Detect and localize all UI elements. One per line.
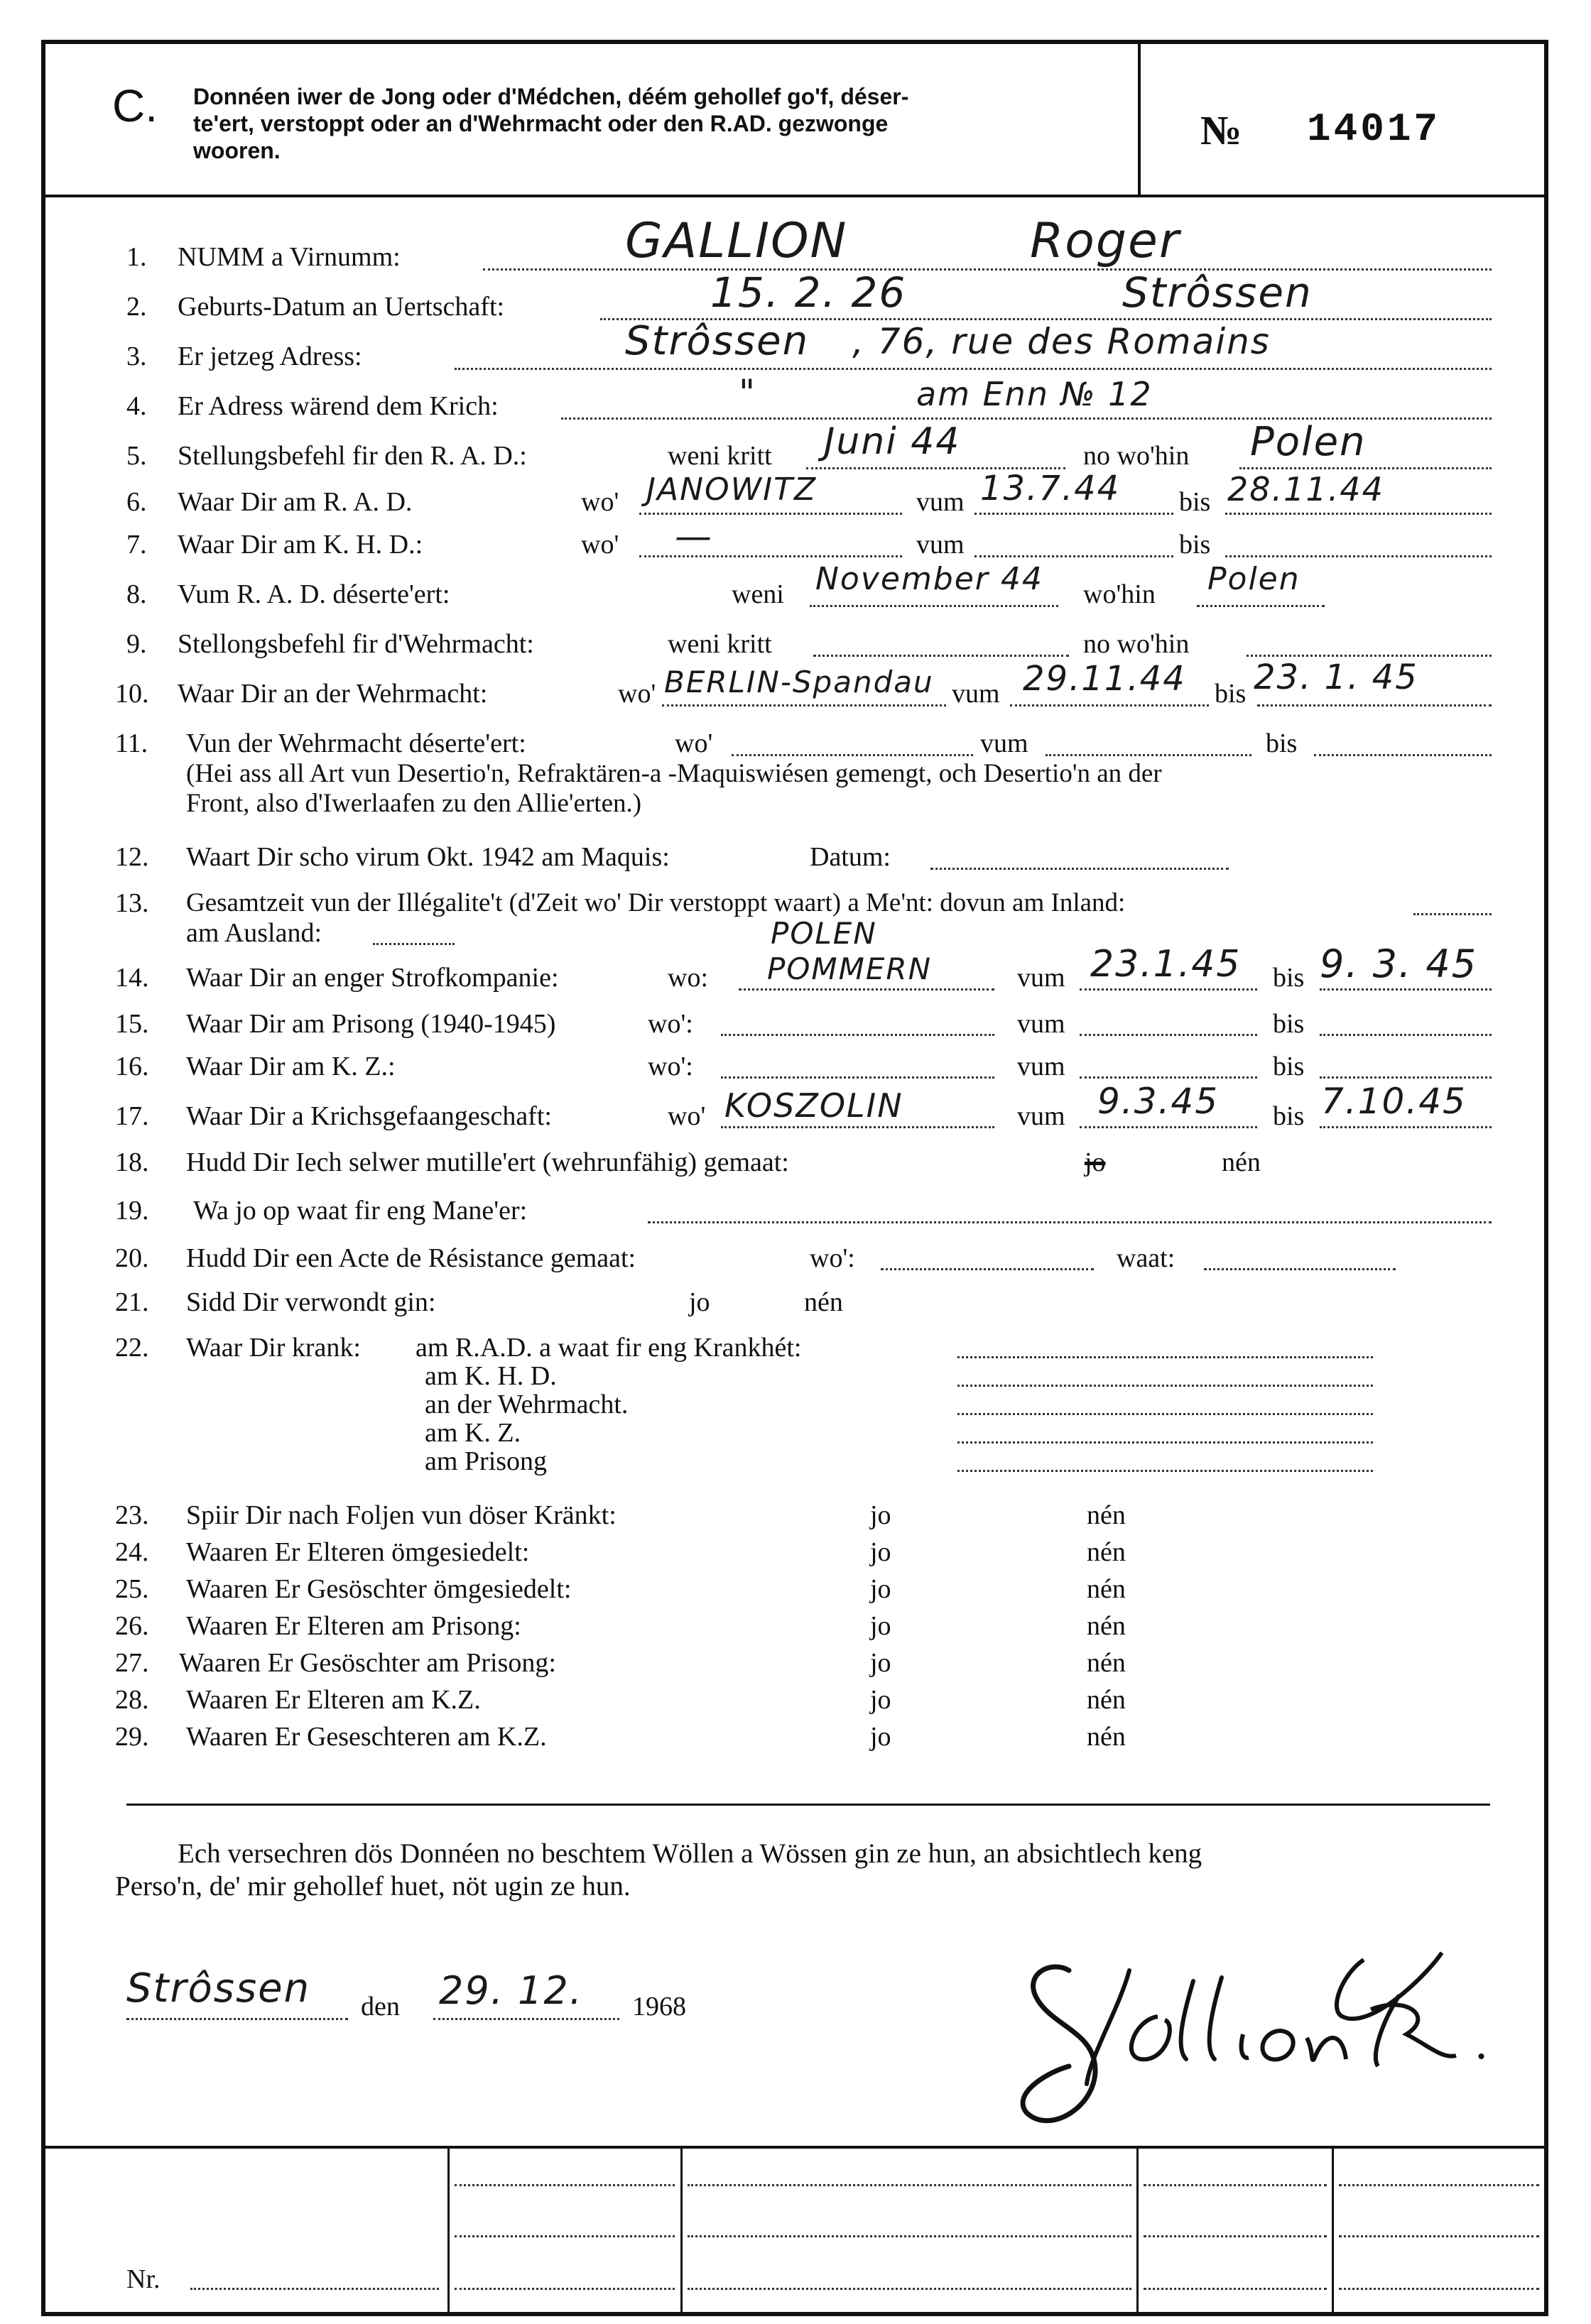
row22-sub-khd: am K. H. D. <box>425 1361 557 1391</box>
row13-label: Gesamtzeit vun der Illégalite't (d'Zeit wo' Dir verstoppt waart) a Me'nt: dovun am Inland: <box>186 888 1126 917</box>
row4-number: 4. <box>126 391 147 421</box>
row7-label: Waar Dir am K. H. D.: <box>178 530 423 560</box>
row25-nen: nén <box>1087 1574 1126 1604</box>
row3-label: Er jetzeg Adress: <box>178 342 362 371</box>
row14-wo: wo: <box>668 963 708 993</box>
row20-line-what <box>1204 1268 1396 1270</box>
row6-label: Waar Dir am R. A. D. <box>178 487 413 517</box>
row10-from: 29.11.44 <box>1023 659 1186 699</box>
row11-bis: bis <box>1266 729 1298 758</box>
row14-label: Waar Dir an enger Strofkompanie: <box>186 963 559 993</box>
header-title-line3: wooren. <box>193 138 281 163</box>
row17-from: 9.3.45 <box>1097 1081 1220 1122</box>
number-label: № <box>1200 107 1242 153</box>
row7-number: 7. <box>126 530 147 560</box>
row14-vum: vum <box>1017 963 1065 993</box>
row17-to: 7.10.45 <box>1321 1081 1467 1122</box>
header-divider <box>1138 43 1141 196</box>
row9-nowohin: no wo'hin <box>1083 629 1190 659</box>
row11-wo: wo' <box>675 729 713 758</box>
row2-number: 2. <box>126 292 147 322</box>
row26-number: 26. <box>115 1611 149 1641</box>
footer-c5-line3 <box>1339 2288 1539 2290</box>
row3-line <box>455 368 1492 370</box>
row1-firstname: Roger <box>1030 213 1180 269</box>
footer-col2 <box>680 2147 683 2315</box>
row29-label: Waaren Er Geseschteren am K.Z. <box>186 1722 547 1752</box>
row14-where: POMMERN <box>767 951 932 986</box>
row20-line-where <box>881 1268 1094 1270</box>
row21-label: Sidd Dir verwondt gin: <box>186 1287 436 1317</box>
row27-nen: nén <box>1087 1648 1126 1678</box>
row1-surname: GALLION <box>625 213 848 269</box>
footer-c5-line2 <box>1339 2235 1539 2237</box>
row29-nen: nén <box>1087 1722 1126 1752</box>
row18-nen: nén <box>1222 1147 1261 1177</box>
row9-weni: weni kritt <box>668 629 772 659</box>
footer-c2-line1 <box>455 2184 675 2186</box>
row5-label: Stellungsbefehl fir den R. A. D.: <box>178 441 527 471</box>
footer-c5-line1 <box>1339 2184 1539 2186</box>
row20-wo: wo': <box>810 1243 855 1273</box>
row13-line-abroad <box>373 943 455 945</box>
form-number: 14017 <box>1307 107 1441 152</box>
row15-line-where <box>721 1034 994 1036</box>
row21-jo: jo <box>689 1287 710 1317</box>
row5-line-where <box>1239 467 1492 469</box>
row9-label: Stellongsbefehl fir d'Wehrmacht: <box>178 629 534 659</box>
row19-line <box>648 1221 1492 1223</box>
row25-label: Waaren Er Gesöschter ömgesiedelt: <box>186 1574 572 1604</box>
row25-jo: jo <box>870 1574 891 1604</box>
signature-date: 29. 12. <box>439 1968 583 2013</box>
footer-col4 <box>1332 2147 1334 2315</box>
row5-weni: weni kritt <box>668 441 772 471</box>
row4-label: Er Adress wärend dem Krich: <box>178 391 499 421</box>
row29-number: 29. <box>115 1722 149 1752</box>
row10-bis: bis <box>1215 679 1247 709</box>
row9-line-where <box>1247 655 1492 657</box>
row12-label: Waart Dir scho virum Okt. 1942 am Maquis: <box>186 842 670 872</box>
row22-sub-kz: am K. Z. <box>425 1418 521 1448</box>
row9-line-when <box>813 655 1069 657</box>
row9-number: 9. <box>126 629 147 659</box>
row22-sub-prisong: am Prisong <box>425 1446 548 1476</box>
den-label: den <box>361 1992 400 2022</box>
row24-label: Waaren Er Elteren ömgesiedelt: <box>186 1537 530 1567</box>
row15-line-from <box>1080 1034 1257 1036</box>
declaration-line2: Perso'n, de' mir gehollef huet, nöt ugin ze hun. <box>115 1871 631 1902</box>
header-title-line1: Donnéen iwer de Jong oder d'Médchen, déém gehollef go'f, déser- <box>193 84 909 109</box>
row16-line-to <box>1320 1076 1492 1079</box>
row7-line-to <box>1225 555 1492 557</box>
row10-line-to <box>1257 704 1492 707</box>
row8-line-when <box>810 605 1058 607</box>
row22-line-wehrmacht <box>957 1413 1373 1415</box>
row14-line-from <box>1080 988 1257 991</box>
row20-label: Hudd Dir een Acte de Résistance gemaat: <box>186 1243 636 1273</box>
row26-label: Waaren Er Elteren am Prisong: <box>186 1611 521 1641</box>
row10-where: BERLIN-Spandau <box>664 665 934 699</box>
row17-bis: bis <box>1273 1101 1305 1131</box>
row10-to: 23. 1. 45 <box>1254 658 1418 697</box>
row22-number: 22. <box>115 1333 149 1363</box>
row6-from: 13.7.44 <box>980 469 1121 508</box>
row16-bis: bis <box>1273 1052 1305 1081</box>
row20-number: 20. <box>115 1243 149 1273</box>
row27-number: 27. <box>115 1648 149 1678</box>
row2-label: Geburts-Datum an Uertschaft: <box>178 292 505 322</box>
footer-c4-line2 <box>1144 2235 1327 2237</box>
row3-address-town: Strôssen <box>625 318 810 364</box>
row14-bis: bis <box>1273 963 1305 993</box>
row14-line-where <box>739 988 994 991</box>
row7-vum: vum <box>916 530 965 560</box>
footer-nr-label: Nr. <box>126 2264 161 2294</box>
section-letter: C. <box>112 80 158 131</box>
row14-where-country: POLEN <box>771 916 877 951</box>
row6-bis: bis <box>1179 487 1211 517</box>
row28-label: Waaren Er Elteren am K.Z. <box>186 1685 481 1715</box>
row23-label: Spiir Dir nach Foljen vun döser Kränkt: <box>186 1500 617 1530</box>
row17-label: Waar Dir a Krichsgefaangeschaft: <box>186 1101 552 1131</box>
row27-jo: jo <box>870 1648 891 1678</box>
row2-birthdate: 15. 2. 26 <box>710 268 907 317</box>
row7-where-dash: — <box>675 515 713 558</box>
row15-line-to <box>1320 1034 1492 1036</box>
header-bottom-line <box>45 195 1544 197</box>
row18-label: Hudd Dir Iech selwer mutille'ert (wehrunfähig) gemaat: <box>186 1147 789 1177</box>
row1-label: NUMM a Virnumm: <box>178 242 401 272</box>
row14-from: 23.1.45 <box>1090 943 1242 986</box>
row17-vum: vum <box>1017 1101 1065 1131</box>
row12-line <box>930 868 1229 870</box>
row14-line-to <box>1320 988 1492 991</box>
row7-bis: bis <box>1179 530 1211 560</box>
footer-c2-line2 <box>455 2235 675 2237</box>
row12-datum: Datum: <box>810 842 891 872</box>
row6-vum: vum <box>916 487 965 517</box>
row16-number: 16. <box>115 1052 149 1081</box>
row5-where: Polen <box>1250 419 1367 465</box>
row8-when: November 44 <box>815 561 1043 597</box>
row4-war-address: am Enn № 12 <box>916 375 1153 413</box>
row23-nen: nén <box>1087 1500 1126 1530</box>
footer-col3 <box>1136 2147 1139 2315</box>
declaration-line1: Ech versechren dös Donnéen no beschtem Wöllen a Wössen gin ze hun, an absichtlech keng <box>178 1838 1202 1869</box>
row17-number: 17. <box>115 1101 149 1131</box>
row4-ditto: " <box>739 372 756 413</box>
handwritten-signature <box>945 1931 1513 2144</box>
row10-label: Waar Dir an der Wehrmacht: <box>178 679 488 709</box>
footer-c3-line3 <box>688 2288 1131 2290</box>
row15-label: Waar Dir am Prisong (1940-1945) <box>186 1009 556 1039</box>
row8-weni: weni <box>732 579 784 609</box>
row10-line-where <box>662 704 946 707</box>
footer-c3-line2 <box>688 2235 1131 2237</box>
row6-where: JANOWITZ <box>646 471 818 508</box>
row6-number: 6. <box>126 487 147 517</box>
signature-year: 1968 <box>632 1992 686 2022</box>
row6-to: 28.11.44 <box>1227 470 1384 508</box>
row22-line-rad <box>957 1356 1373 1358</box>
row17-where: KOSZOLIN <box>724 1086 903 1125</box>
declaration-divider <box>126 1804 1490 1806</box>
row11-label: Vun der Wehrmacht déserte'ert: <box>186 729 526 758</box>
row8-number: 8. <box>126 579 147 609</box>
row16-wo: wo': <box>648 1052 693 1081</box>
row16-label: Waar Dir am K. Z.: <box>186 1052 396 1081</box>
row15-vum: vum <box>1017 1009 1065 1039</box>
row21-number: 21. <box>115 1287 149 1317</box>
row6-line-to <box>1225 513 1492 515</box>
row7-wo: wo' <box>581 530 619 560</box>
row26-jo: jo <box>870 1611 891 1641</box>
row14-number: 14. <box>115 963 149 993</box>
row12-number: 12. <box>115 842 149 872</box>
footer-nr-line <box>190 2288 439 2290</box>
row15-number: 15. <box>115 1009 149 1039</box>
row5-number: 5. <box>126 441 147 471</box>
row24-nen: nén <box>1087 1537 1126 1567</box>
row26-nen: nén <box>1087 1611 1126 1641</box>
row11-line-to <box>1314 754 1492 756</box>
row17-line-to <box>1320 1126 1492 1128</box>
row10-wo: wo' <box>618 679 656 709</box>
row22-sub-rad: am R.A.D. a waat fir eng Krankhét: <box>416 1333 802 1363</box>
row13-number: 13. <box>115 888 149 918</box>
date-line <box>433 2018 619 2020</box>
row20-waat: waat: <box>1117 1243 1175 1273</box>
row14-to: 9. 3. 45 <box>1320 942 1478 986</box>
signature-place: Strôssen <box>126 1965 311 2012</box>
row5-nowohin: no wo'hin <box>1083 441 1190 471</box>
row22-line-kz <box>957 1441 1373 1444</box>
row1-number: 1. <box>126 242 147 272</box>
row8-where: Polen <box>1207 561 1301 597</box>
row2-birthplace: Strôssen <box>1122 268 1313 317</box>
row11-line-from <box>1046 754 1251 756</box>
row24-jo: jo <box>870 1537 891 1567</box>
row6-wo: wo' <box>581 487 619 517</box>
row23-number: 23. <box>115 1500 149 1530</box>
row18-jo: jo <box>1085 1147 1106 1177</box>
row11-vum: vum <box>980 729 1028 758</box>
row10-vum: vum <box>952 679 1000 709</box>
row28-jo: jo <box>870 1685 891 1715</box>
row11-note-line1: (Hei ass all Art vun Desertio'n, Refraktären-a -Maquiswiésen gemengt, och Desertio'n an der <box>186 759 1162 788</box>
row17-wo: wo' <box>668 1101 706 1131</box>
row17-line-from <box>1080 1126 1257 1128</box>
row3-number: 3. <box>126 342 147 371</box>
row16-vum: vum <box>1017 1052 1065 1081</box>
row16-line-where <box>721 1076 994 1079</box>
row27-label: Waaren Er Gesöschter am Prisong: <box>179 1648 556 1678</box>
row3-address-street: , 76, rue des Romains <box>852 321 1271 362</box>
row8-label: Vum R. A. D. déserte'ert: <box>178 579 450 609</box>
footer-col1 <box>447 2147 450 2315</box>
footer-c3-line1 <box>688 2184 1131 2186</box>
row13-label-abroad: am Ausland: <box>186 918 322 948</box>
row11-line-where <box>732 754 973 756</box>
row7-line-from <box>974 555 1173 557</box>
row19-label: Wa jo op waat fir eng Mane'er: <box>193 1196 528 1226</box>
row13-line-inland <box>1413 913 1492 915</box>
row10-line-from <box>1010 704 1209 707</box>
header-title-line2: te'ert, verstoppt oder an d'Wehrmacht oder den R.AD. gezwonge <box>193 111 889 136</box>
row5-when: Juni 44 <box>824 420 961 463</box>
row16-line-from <box>1080 1076 1257 1079</box>
row21-nen: nén <box>804 1287 843 1317</box>
footer-c4-line1 <box>1144 2184 1327 2186</box>
row23-jo: jo <box>870 1500 891 1530</box>
row6-line-from <box>974 513 1173 515</box>
footer-c2-line3 <box>455 2288 675 2290</box>
row28-nen: nén <box>1087 1685 1126 1715</box>
row22-line-khd <box>957 1385 1373 1387</box>
row24-number: 24. <box>115 1537 149 1567</box>
footer-top-line <box>45 2146 1544 2149</box>
row15-bis: bis <box>1273 1009 1305 1039</box>
row22-label: Waar Dir krank: <box>186 1333 361 1363</box>
footer-c4-line3 <box>1144 2288 1327 2290</box>
row11-note-line2: Front, also d'Iwerlaafen zu den Allie'erten.) <box>186 789 642 818</box>
place-line <box>126 2018 348 2020</box>
row22-sub-wehrmacht: an der Wehrmacht. <box>425 1390 629 1419</box>
row28-number: 28. <box>115 1685 149 1715</box>
row10-number: 10. <box>115 679 149 709</box>
row6-line-where <box>639 513 902 515</box>
row17-line-where <box>721 1126 994 1128</box>
row8-line-where <box>1197 605 1325 607</box>
row29-jo: jo <box>870 1722 891 1752</box>
row18-number: 18. <box>115 1147 149 1177</box>
row19-number: 19. <box>115 1196 149 1226</box>
row11-number: 11. <box>115 729 148 758</box>
row15-wo: wo': <box>648 1009 693 1039</box>
row8-wohin: wo'hin <box>1083 579 1156 609</box>
row25-number: 25. <box>115 1574 149 1604</box>
row22-line-prisong <box>957 1470 1373 1472</box>
